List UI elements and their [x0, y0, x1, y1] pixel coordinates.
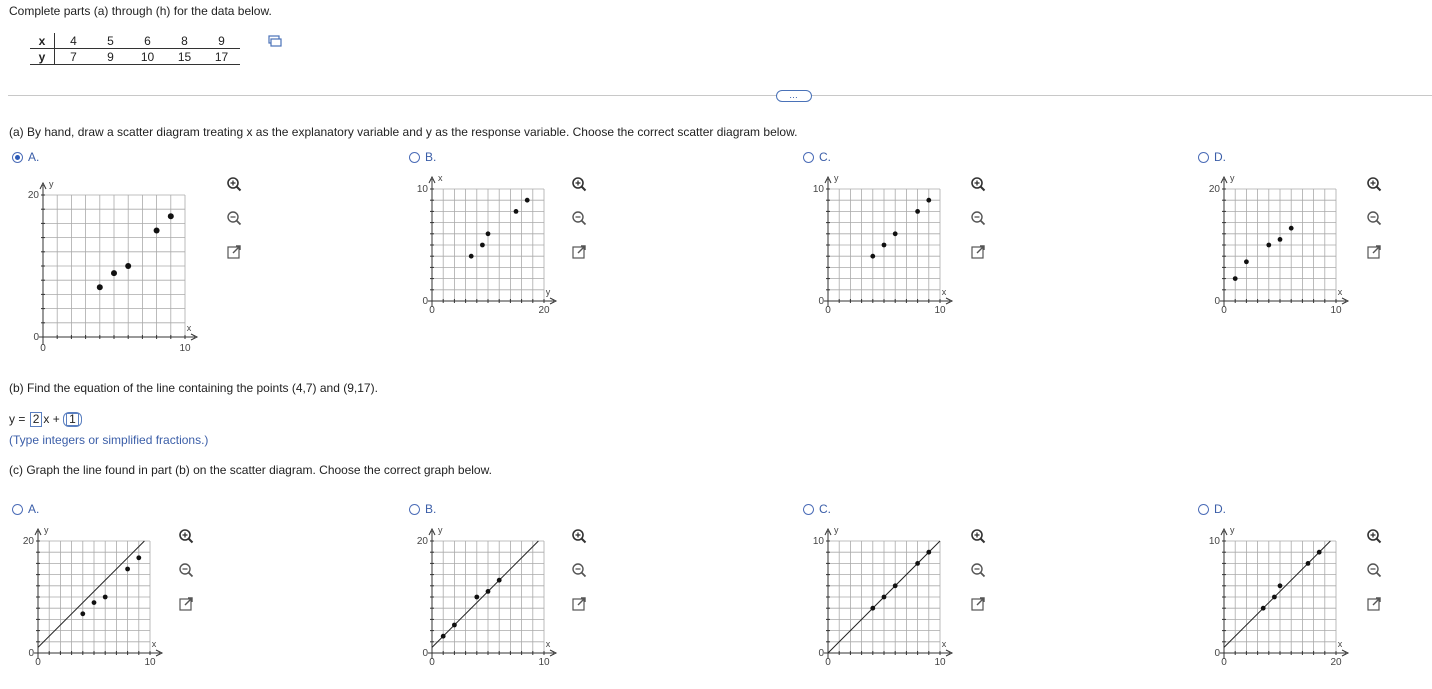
data-point	[125, 263, 131, 269]
y-tick-label: 20	[1208, 184, 1220, 195]
open-new-window-icon[interactable]	[1366, 244, 1382, 260]
data-point	[882, 595, 887, 600]
data-point	[1261, 606, 1266, 611]
data-point	[1317, 550, 1322, 555]
x-tick-label: 10	[934, 305, 946, 316]
data-point	[514, 209, 519, 214]
y-tick-label: 0	[422, 648, 428, 659]
x-tick-label: 0	[429, 657, 435, 668]
y-axis-label: y	[44, 525, 49, 535]
y-tick-label: 0	[422, 296, 428, 307]
y-value: 9	[92, 49, 129, 65]
data-point	[1289, 226, 1294, 231]
fitted-line	[432, 541, 538, 647]
radio-button[interactable]	[1198, 152, 1209, 163]
plot-area	[417, 173, 556, 316]
y-value: 17	[203, 49, 240, 65]
part-b-question: (b) Find the equation of the line containing the points (4,7) and (9,17).	[9, 381, 378, 395]
data-point	[469, 254, 474, 259]
eq-prefix: y =	[9, 412, 26, 426]
slope-answer[interactable]: 2	[30, 412, 43, 427]
data-point	[474, 595, 479, 600]
data-point	[154, 228, 160, 234]
y-tick-label: 20	[22, 536, 34, 547]
open-new-window-icon[interactable]	[970, 244, 986, 260]
x-axis-label: x	[186, 323, 192, 333]
intercept-answer-box[interactable]	[63, 412, 82, 427]
x-axis-label: x	[941, 639, 947, 649]
radio-button[interactable]	[12, 504, 23, 515]
zoom-out-icon[interactable]	[226, 210, 242, 226]
data-point	[480, 243, 485, 248]
data-point	[441, 634, 446, 639]
x-tick-label: 0	[825, 305, 831, 316]
data-point	[452, 623, 457, 628]
zoom-out-icon[interactable]	[970, 562, 986, 578]
zoom-in-icon[interactable]	[571, 176, 587, 192]
plot-area	[28, 179, 197, 354]
zoom-in-icon[interactable]	[571, 528, 587, 544]
data-point	[1306, 561, 1311, 566]
plot-area	[23, 525, 162, 668]
data-point	[870, 606, 875, 611]
y-value: 15	[166, 49, 203, 65]
x-tick-label: 20	[538, 305, 550, 316]
zoom-in-icon[interactable]	[970, 528, 986, 544]
x-value: 4	[55, 33, 93, 49]
zoom-out-icon[interactable]	[970, 210, 986, 226]
x-axis-label: x	[151, 639, 157, 649]
x-tick-label: 10	[538, 657, 550, 668]
y-value: 7	[55, 49, 93, 65]
part-a-option-c[interactable]: C.	[803, 150, 831, 164]
x-axis-label: y	[545, 287, 551, 297]
data-point	[1244, 259, 1249, 264]
plot-area	[813, 173, 952, 316]
x-tick-label: 0	[825, 657, 831, 668]
zoom-out-icon[interactable]	[178, 562, 194, 578]
x-value: 6	[129, 33, 166, 49]
data-point	[525, 198, 530, 203]
y-axis-label: y	[1230, 173, 1235, 183]
y-tick-label: 20	[416, 536, 428, 547]
open-new-window-icon[interactable]	[178, 596, 194, 612]
x-value: 8	[166, 33, 203, 49]
data-point	[926, 550, 931, 555]
data-table	[30, 33, 240, 65]
x-axis-label: x	[545, 639, 551, 649]
y-tick-label: 20	[27, 190, 39, 201]
x-tick-label: 10	[179, 343, 191, 354]
data-point	[97, 284, 103, 290]
part-a-option-a[interactable]: A.	[12, 150, 39, 164]
data-point	[80, 611, 85, 616]
line-plot-c-option-c	[806, 519, 962, 675]
line-plot-c-option-b	[410, 519, 566, 675]
radio-button[interactable]	[803, 152, 814, 163]
part-c-option-b[interactable]: B.	[409, 502, 436, 516]
part-a-question: (a) By hand, draw a scatter diagram treating x as the explanatory variable and y as the response variable. Choose the correct scatter diagram below.	[9, 125, 798, 139]
open-new-window-icon[interactable]	[571, 596, 587, 612]
x-tick-label: 0	[35, 657, 41, 668]
x-axis-label: x	[1337, 639, 1343, 649]
zoom-in-icon[interactable]	[1366, 176, 1382, 192]
data-point	[486, 589, 491, 594]
data-point	[1278, 237, 1283, 242]
radio-button[interactable]	[803, 504, 814, 515]
y-header: y	[30, 49, 55, 65]
scatter-plot-a-option-c	[806, 167, 962, 323]
open-new-window-icon[interactable]	[226, 244, 242, 260]
radio-button[interactable]	[409, 504, 420, 515]
line-plot-c-option-a	[16, 519, 172, 675]
y-tick-label: 0	[818, 296, 824, 307]
part-a-option-d[interactable]: D.	[1198, 150, 1226, 164]
data-point	[926, 198, 931, 203]
zoom-in-icon[interactable]	[178, 528, 194, 544]
data-point	[893, 231, 898, 236]
scatter-plot-a-option-d	[1202, 167, 1358, 323]
y-tick-label: 0	[33, 332, 39, 343]
data-point	[1272, 595, 1277, 600]
y-tick-label: 10	[812, 184, 824, 195]
data-point	[1233, 276, 1238, 281]
x-axis-label: x	[941, 287, 947, 297]
plot-area	[813, 525, 952, 668]
y-axis-label: y	[834, 525, 839, 535]
x-tick-label: 10	[1330, 305, 1342, 316]
x-value: 9	[203, 33, 240, 49]
y-axis-label: x	[438, 173, 443, 183]
part-c-option-d[interactable]: D.	[1198, 502, 1226, 516]
section-divider	[8, 95, 1432, 96]
eq-mid: x +	[43, 412, 60, 426]
zoom-in-icon[interactable]	[1366, 528, 1382, 544]
y-axis-label: y	[49, 179, 54, 189]
x-tick-label: 0	[1221, 305, 1227, 316]
data-point	[103, 595, 108, 600]
y-tick-label: 0	[28, 648, 34, 659]
fitted-line	[1224, 541, 1330, 647]
radio-button[interactable]	[409, 152, 420, 163]
y-axis-label: y	[438, 525, 443, 535]
zoom-out-icon[interactable]	[1366, 562, 1382, 578]
open-new-window-icon[interactable]	[970, 596, 986, 612]
expand-more-button[interactable]: …	[776, 90, 812, 102]
data-point	[882, 243, 887, 248]
plot-area	[1209, 525, 1348, 668]
zoom-in-icon[interactable]	[970, 176, 986, 192]
scatter-plot-a-option-b	[410, 167, 566, 323]
line-plot-c-option-d	[1202, 519, 1358, 675]
zoom-out-icon[interactable]	[1366, 210, 1382, 226]
y-tick-label: 10	[812, 536, 824, 547]
y-tick-label: 0	[1214, 296, 1220, 307]
instructions: Complete parts (a) through (h) for the data below.	[9, 4, 272, 18]
answer-format-note: (Type integers or simplified fractions.)	[9, 433, 209, 447]
y-axis-label: y	[1230, 525, 1235, 535]
x-axis-label: x	[1337, 287, 1343, 297]
data-point	[870, 254, 875, 259]
y-tick-label: 0	[818, 648, 824, 659]
data-point	[915, 209, 920, 214]
data-point	[486, 231, 491, 236]
y-tick-label: 10	[1208, 536, 1220, 547]
plot-area	[1209, 173, 1348, 316]
data-point	[111, 270, 117, 276]
x-tick-label: 0	[429, 305, 435, 316]
x-tick-label: 10	[934, 657, 946, 668]
scatter-plot-a-option-a	[21, 173, 207, 359]
x-value: 5	[92, 33, 129, 49]
y-value: 10	[129, 49, 166, 65]
intercept-answer: 1	[66, 413, 79, 426]
fitted-line	[38, 541, 144, 647]
open-new-window-icon[interactable]	[1366, 596, 1382, 612]
x-tick-label: 0	[1221, 657, 1227, 668]
y-tick-label: 0	[1214, 648, 1220, 659]
zoom-out-icon[interactable]	[571, 562, 587, 578]
part-c-option-a[interactable]: A.	[12, 502, 39, 516]
data-point	[1278, 583, 1283, 588]
x-tick-label: 10	[144, 657, 156, 668]
radio-button-selected[interactable]	[12, 152, 23, 163]
data-point	[497, 578, 502, 583]
part-c-question: (c) Graph the line found in part (b) on the scatter diagram. Choose the correct graph below.	[9, 463, 492, 477]
radio-button[interactable]	[1198, 504, 1209, 515]
y-axis-label: y	[834, 173, 839, 183]
copy-table-icon[interactable]	[268, 35, 282, 47]
y-tick-label: 10	[416, 184, 428, 195]
data-point	[92, 600, 97, 605]
part-c-option-c[interactable]: C.	[803, 502, 831, 516]
open-new-window-icon[interactable]	[571, 244, 587, 260]
data-point	[915, 561, 920, 566]
data-point	[136, 555, 141, 560]
data-point	[1266, 243, 1271, 248]
plot-area	[417, 525, 556, 668]
zoom-in-icon[interactable]	[226, 176, 242, 192]
equation-row	[9, 412, 82, 427]
data-point	[893, 583, 898, 588]
x-header: x	[30, 33, 55, 49]
part-a-option-b[interactable]: B.	[409, 150, 436, 164]
data-point	[168, 213, 174, 219]
zoom-out-icon[interactable]	[571, 210, 587, 226]
x-tick-label: 0	[40, 343, 46, 354]
x-tick-label: 20	[1330, 657, 1342, 668]
data-point	[125, 567, 130, 572]
